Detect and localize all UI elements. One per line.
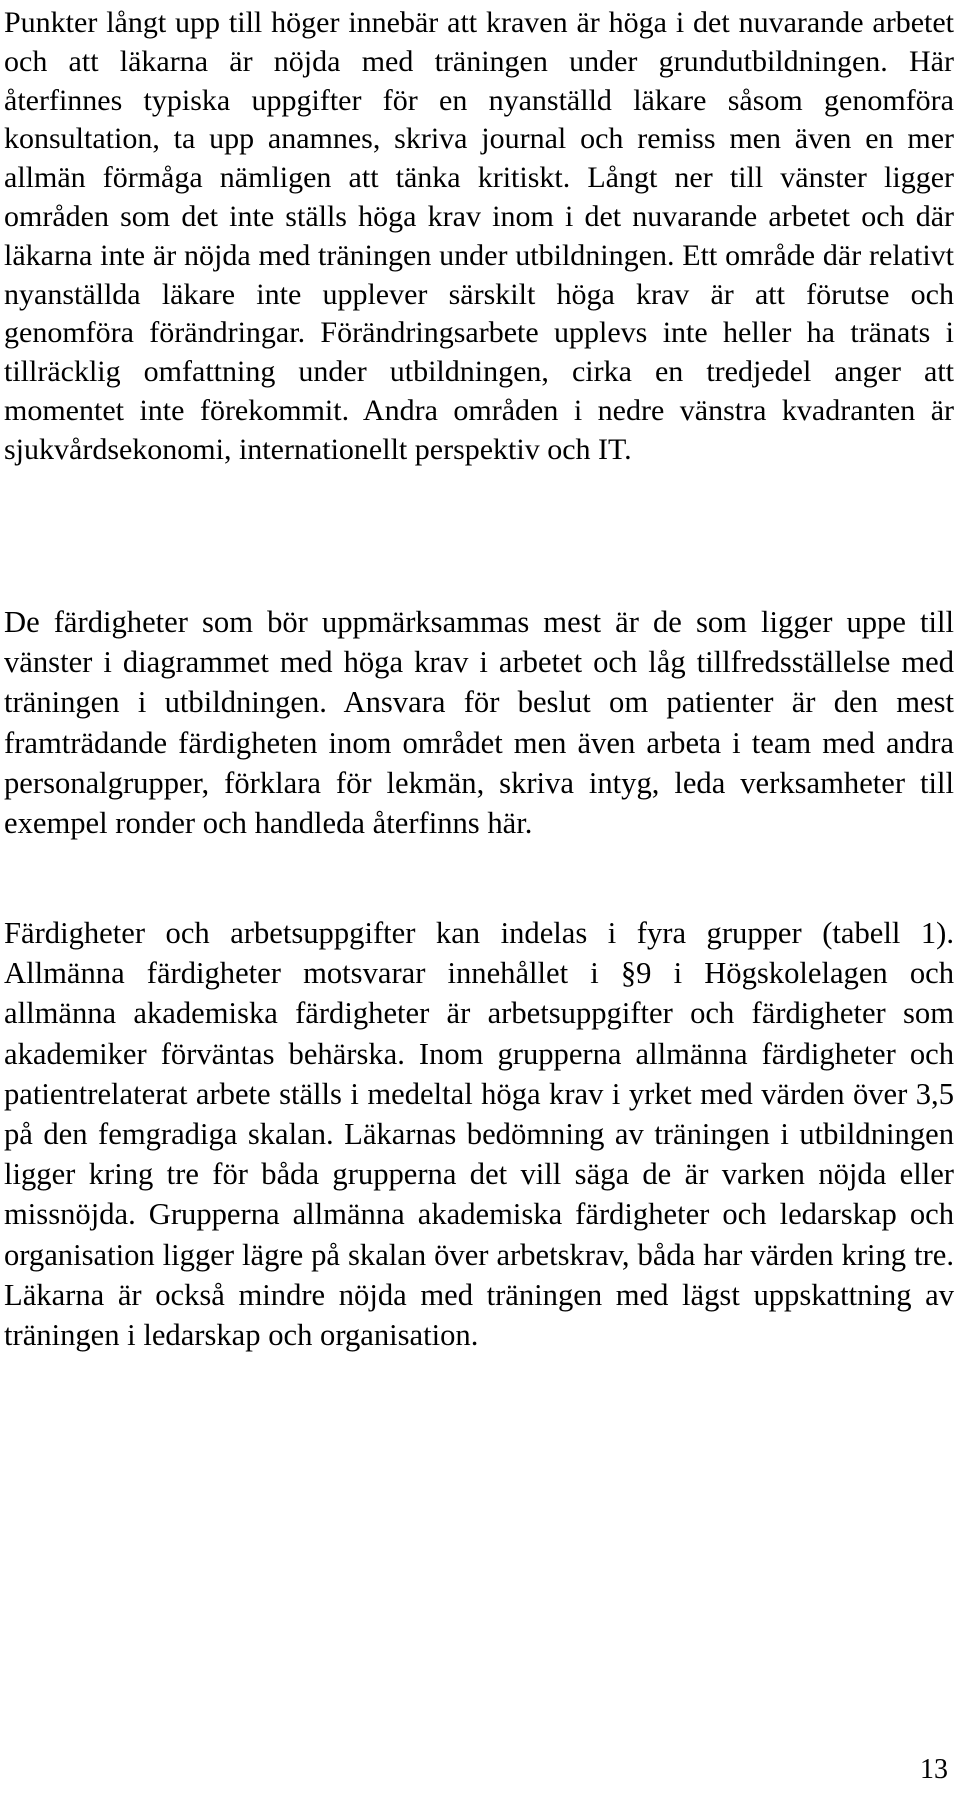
document-page bbox=[4, 0, 954, 1796]
paragraph-quadrant-description: Punkter långt upp till höger innebär att kraven är höga i det nuvarande arbetet och att läkarna är nöjda med träningen under grundutbildningen. Här återfinnes typiska uppgifter för en nyanställd läkare såsom genomföra konsultation, ta upp anamnes, skriva journal och remiss men även en mer allmän förmåga nämligen att tänka kritiskt. Långt ner till vänster ligger områden som det inte ställs höga krav inom i det nuvarande arbetet och där läkarna inte är nöjda med träningen under utbildningen. Ett område där relativt nyanställda läkare inte upplever särskilt höga krav är att förutse och genomföra förändringar. Förändringsarbete upplevs inte heller ha tränats i tillräcklig omfattning under utbildningen, cirka en tredjedel anger att momentet inte förekommit. Andra områden i nedre vänstra kvadranten är sjukvårdsekonomi, internationellt perspektiv och IT. bbox=[4, 6, 954, 466]
page-number: 13 bbox=[920, 1754, 948, 1785]
paragraph-attention-skills: De färdigheter som bör uppmärksammas mest är de som ligger uppe till vänster i diagrammet med höga krav i arbetet och låg tillfredsställelse med träningen i utbildningen. Ansvara för beslut om patienter är den mest framträdande färdigheten inom området men även arbeta i team med andra personalgrupper, förklara för lekmän, skriva intyg, leda verksamheter till exempel ronder och handleda återfinns här. bbox=[4, 605, 954, 841]
paragraph-skill-groups: Färdigheter och arbetsuppgifter kan indelas i fyra grupper (tabell 1). Allmänna färdigheter motsvarar innehållet i §9 i Högskolelagen och allmänna akademiska färdigheter är arbetsuppgifter och färdigheter som akademiker förväntas behärska. Inom grupperna allmänna färdigheter och patientrelaterat arbete ställs i medeltal höga krav i yrket med värden över 3,5 på den femgradiga skalan. Läkarnas bedömning av träningen i utbildningen ligger kring tre för båda grupperna det vill säga de är varken nöjda eller missnöjda. Grupperna allmänna akademiska färdigheter och ledarskap och organisation ligger lägre på skalan över arbetskrav, båda har värden kring tre. Läkarna är också mindre nöjda med träningen med lägst uppskattning av träningen i ledarskap och organisation. bbox=[4, 916, 954, 1353]
